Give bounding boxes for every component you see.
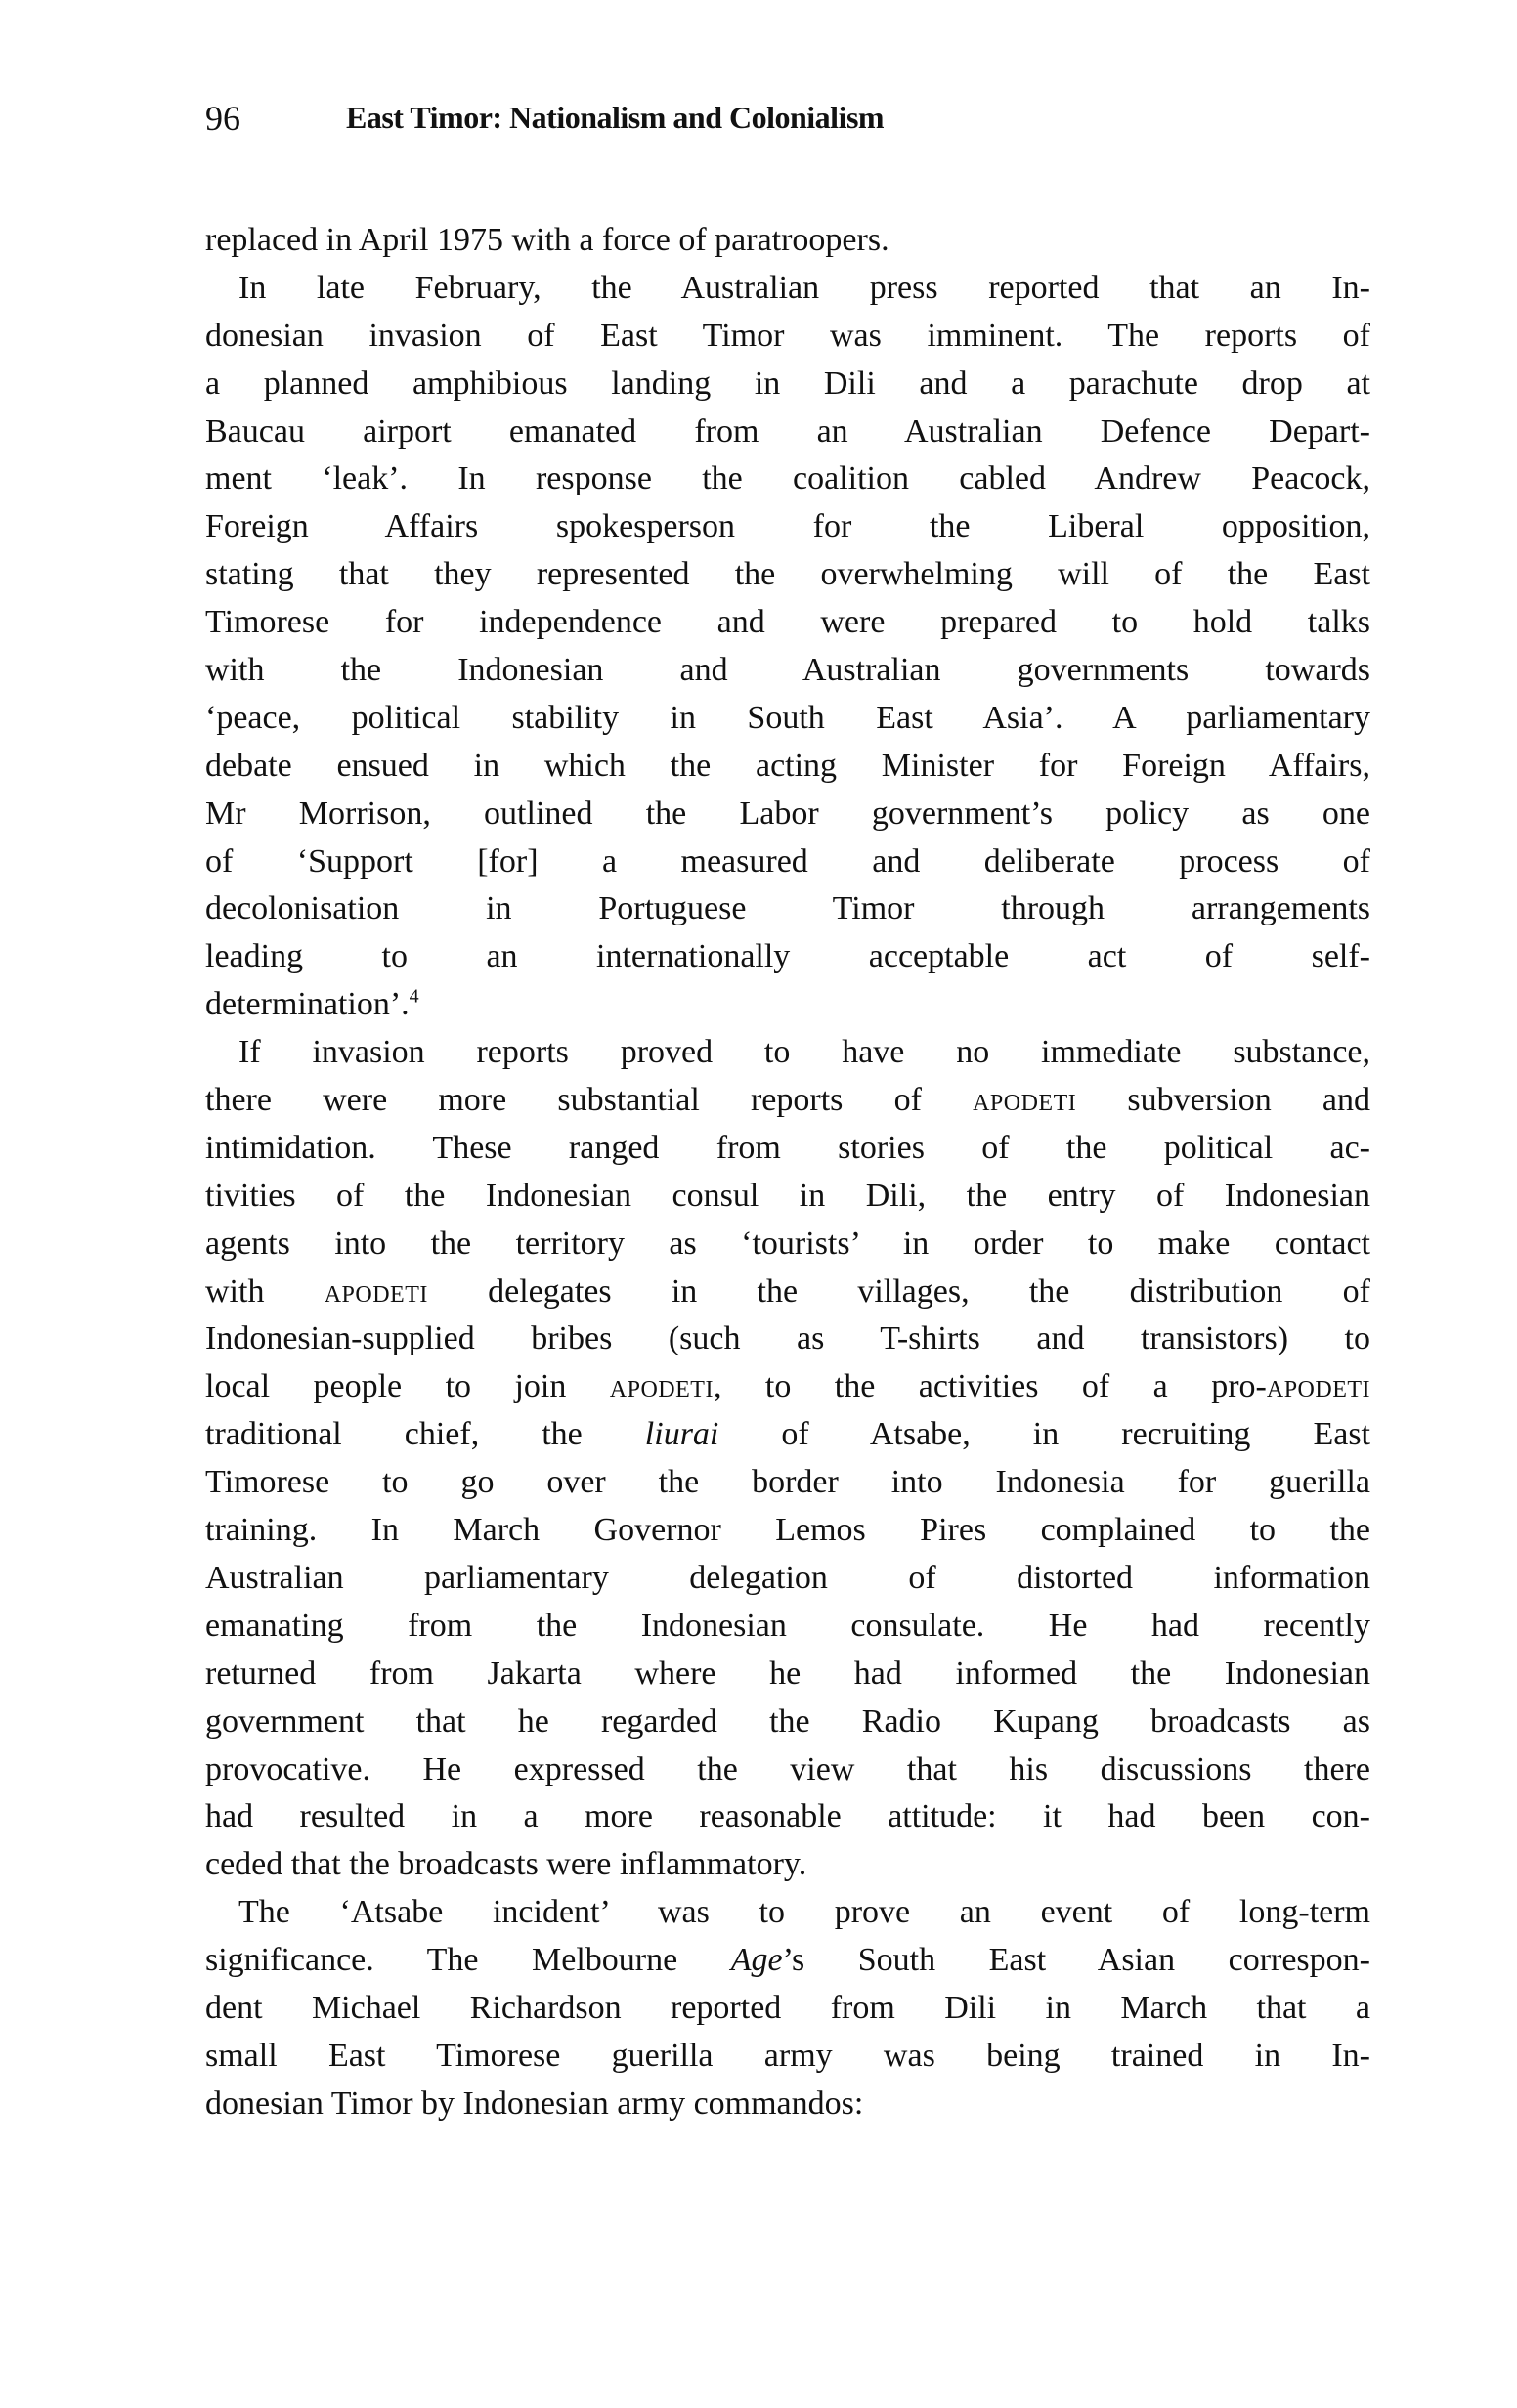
text-line	[205, 408, 1370, 456]
text-segment: training. In March Governor Lemos Pires complained to the	[205, 1512, 1370, 1549]
text-line	[205, 2081, 1370, 2128]
text-line	[205, 1315, 1370, 1363]
text-line	[205, 1507, 1370, 1555]
text-segment: significance. The Melbourne	[205, 1942, 731, 1979]
text-line	[205, 1029, 1370, 1077]
text-line	[205, 313, 1370, 361]
text-segment: ’s South East Asian correspon-	[782, 1942, 1370, 1979]
text-segment: emanating from the Indonesian consulate. He had recently	[205, 1607, 1370, 1644]
text-segment: with the Indonesian and Australian governments towards	[205, 652, 1370, 689]
text-line	[205, 1125, 1370, 1173]
text-line	[205, 1793, 1370, 1841]
body-text	[205, 217, 1370, 2128]
text-segment: had resulted in a more reasonable attitude: it had been con-	[205, 1798, 1370, 1835]
text-line	[205, 981, 1370, 1029]
text-line	[205, 265, 1370, 313]
text-line	[205, 361, 1370, 408]
running-title: East Timor: Nationalism and Colonialism	[346, 100, 885, 135]
text-segment: decolonisation in Portuguese Timor through arrangements	[205, 890, 1370, 927]
small-caps-text: apodeti	[324, 1272, 428, 1310]
footnote-ref: 4	[409, 985, 419, 1008]
text-segment: Indonesian-supplied bribes (such as T-shirts and transistors) to	[205, 1320, 1370, 1357]
text-segment: of ‘Support [for] a measured and deliberate process of	[205, 842, 1370, 880]
text-line	[205, 791, 1370, 838]
text-segment: If invasion reports proved to have no immediate substance,	[238, 1034, 1370, 1071]
text-line	[205, 455, 1370, 503]
text-line	[205, 838, 1370, 886]
text-line	[205, 743, 1370, 791]
text-line	[205, 885, 1370, 933]
small-caps-text: apodeti	[973, 1082, 1077, 1119]
text-line	[205, 1173, 1370, 1221]
text-segment: determination’.	[205, 986, 410, 1023]
text-segment: returned from Jakarta where he had informed the Indonesian	[205, 1655, 1370, 1692]
text-line	[205, 1221, 1370, 1268]
text-line	[205, 647, 1370, 695]
text-line	[205, 1698, 1370, 1746]
text-line	[205, 933, 1370, 981]
text-segment: intimidation. These ranged from stories of the political ac-	[205, 1129, 1370, 1166]
text-segment: subversion and	[1076, 1082, 1370, 1119]
text-segment: of Atsabe, in recruiting East	[718, 1416, 1370, 1453]
text-segment: donesian Timor by Indonesian army commandos:	[205, 2085, 864, 2122]
text-segment: Australian parliamentary delegation of distorted information	[205, 1559, 1370, 1596]
text-line	[205, 1841, 1370, 1889]
text-segment: In late February, the Australian press reported that an In-	[238, 269, 1370, 306]
italic-text: liurai	[644, 1416, 719, 1453]
text-segment: a planned amphibious landing in Dili and a parachute drop at	[205, 365, 1370, 402]
text-segment: replaced in April 1975 with a force of paratroopers.	[205, 222, 889, 258]
text-segment: donesian invasion of East Timor was imminent. The reports of	[205, 317, 1370, 354]
text-segment: there were more substantial reports of	[205, 1082, 974, 1119]
text-segment: traditional chief, the	[205, 1416, 645, 1453]
text-segment: with	[205, 1272, 325, 1310]
text-line	[205, 1651, 1370, 1698]
text-segment: agents into the territory as ‘tourists’ in order to make contact	[205, 1225, 1370, 1262]
text-segment: small East Timorese guerilla army was being trained in In-	[205, 2037, 1370, 2074]
text-line	[205, 1411, 1370, 1459]
text-line	[205, 1937, 1370, 1985]
text-segment: debate ensued in which the acting Minister for Foreign Affairs,	[205, 747, 1370, 784]
small-caps-text: apodeti	[1266, 1368, 1371, 1405]
text-segment: , to the activities of a pro-	[713, 1368, 1267, 1405]
text-segment: dent Michael Richardson reported from Dili in March that a	[205, 1989, 1370, 2026]
page-number: 96	[205, 99, 240, 138]
text-line	[205, 2033, 1370, 2081]
text-segment: stating that they represented the overwhelming will of the East	[205, 556, 1370, 593]
text-line	[205, 1459, 1370, 1507]
text-line	[205, 1363, 1370, 1411]
small-caps-text: apodeti	[609, 1368, 714, 1405]
text-line	[205, 695, 1370, 743]
text-line	[205, 1746, 1370, 1794]
text-line	[205, 1985, 1370, 2033]
text-segment: tivities of the Indonesian consul in Dili, the entry of Indonesian	[205, 1177, 1370, 1214]
text-segment: government that he regarded the Radio Kupang broadcasts as	[205, 1702, 1370, 1740]
running-header	[205, 98, 1368, 147]
italic-text: Age	[730, 1942, 783, 1979]
text-segment: provocative. He expressed the view that his discussions there	[205, 1750, 1370, 1787]
text-segment: leading to an internationally acceptable act of self-	[205, 938, 1370, 975]
text-segment: The ‘Atsabe incident’ was to prove an event of long-term	[238, 1894, 1370, 1931]
text-line	[205, 1603, 1370, 1651]
text-segment: Foreign Affairs spokesperson for the Liberal opposition,	[205, 508, 1370, 545]
text-line	[205, 503, 1370, 551]
text-line	[205, 1077, 1370, 1125]
text-line	[205, 599, 1370, 647]
text-segment: local people to join	[205, 1368, 610, 1405]
text-segment: Mr Morrison, outlined the Labor government’s policy as one	[205, 795, 1370, 832]
text-line	[205, 1555, 1370, 1603]
text-segment: delegates in the villages, the distribution of	[427, 1272, 1370, 1310]
text-segment: ‘peace, political stability in South East Asia’. A parliamentary	[205, 699, 1370, 736]
text-line	[205, 217, 1370, 265]
text-segment: ment ‘leak’. In response the coalition cabled Andrew Peacock,	[205, 460, 1370, 497]
text-segment: Timorese for independence and were prepared to hold talks	[205, 604, 1370, 641]
text-segment: ceded that the broadcasts were inflammatory.	[205, 1846, 807, 1883]
text-line	[205, 1268, 1370, 1316]
text-line	[205, 1889, 1370, 1937]
text-line	[205, 551, 1370, 599]
text-segment: Timorese to go over the border into Indonesia for guerilla	[205, 1464, 1370, 1501]
text-segment: Baucau airport emanated from an Australian Defence Depart-	[205, 412, 1370, 450]
